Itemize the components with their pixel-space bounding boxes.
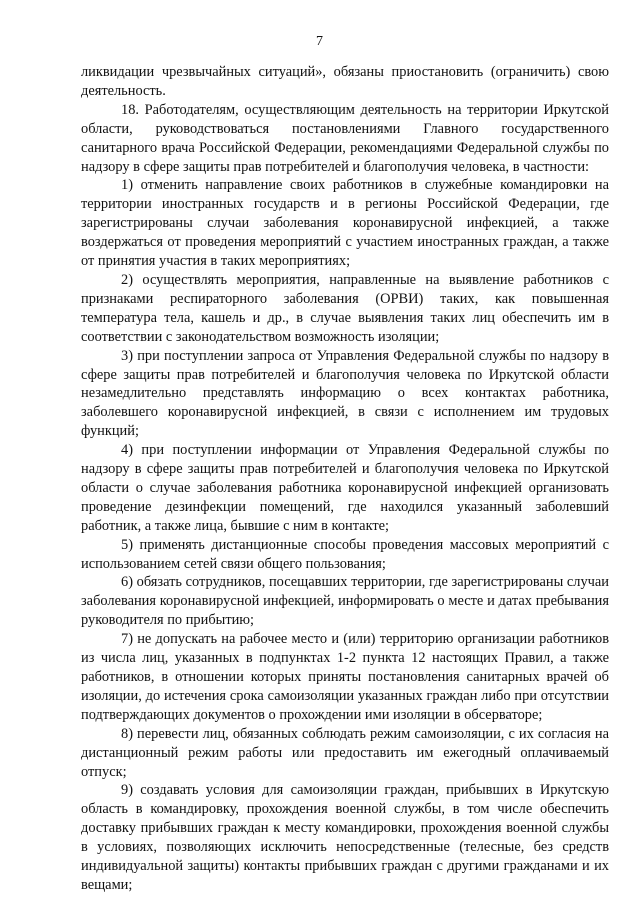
paragraph-subitem-2: 2) осуществлять мероприятия, направленные на выявление работников с признаками респираторного заболевания (ОРВИ) таких, как повышенная температура тела, кашель и др., в случае выявления таких лиц обеспечить им в соответствии с законодательством возможность изоляции; [81,271,609,345]
paragraph-continuation: ликвидации чрезвычайных ситуаций», обязаны приостановить (ограничить) свою деятельность. [81,64,609,99]
paragraph-subitem-7: 7) не допускать на рабочее место и (или) территорию организации работников из числа лиц, указанных в подпунктах 1-2 пункта 12 настоящих Правил, а также работников, в отношении которых приняты постановления санитарных врачей об изоляции, до истечения срока самоизоляции указанных граждан либо при отсутствии подтверждающих документов о прохождении ими изоляции в обсерваторе; [81,631,609,723]
paragraph-subitem-3: 3) при поступлении запроса от Управления Федеральной службы по надзору в сфере защиты прав потребителей и благополучия человека по Иркутской области незамедлительно представлять информацию о всех контактах работника, заболевшего коронавирусной инфекцией, в связи с исполнением им трудовых функций; [81,347,609,440]
paragraph-subitem-5: 5) применять дистанционные способы проведения массовых мероприятий с использованием сетей связи общего пользования; [81,536,609,572]
paragraph-item-18: 18. Работодателям, осуществляющим деятельность на территории Иркутской области, руководствоваться постановлениями Главного государственного санитарного врача Российской Федерации, рекомендациями Федеральной службы по надзору в сфере защиты прав потребителей и благополучия человека, в частности: [81,101,609,175]
document-body [81,63,609,895]
paragraph-subitem-1: 1) отменить направление своих работников в служебные командировки на территории иностранных государств и в регионы Российской Федерации, где зарегистрированы случаи заболевания коронавирусной инфекцией, а также воздержаться от проведения мероприятий с участием иностранных граждан, а также от принятия участия в таких мероприятиях; [81,177,609,270]
paragraph-subitem-4: 4) при поступлении информации от Управления Федеральной службы по надзору в сфере защиты прав потребителей и благополучия человека по Иркутской области о случае заболевания работника коронавирусной инфекцией организовать проведение дезинфекции помещений, где находился указанный заболевший работник, а также лица, бывшие с ним в контакте; [81,442,609,534]
paragraph-subitem-8: 8) перевести лиц, обязанных соблюдать режим самоизоляции, с их согласия на дистанционный режим работы или предоставить им ежегодный оплачиваемый отпуск; [81,725,609,780]
page-number: 7 [316,34,323,49]
paragraph-subitem-9: 9) создавать условия для самоизоляции граждан, прибывших в Иркутскую область в командировку, прохождения военной службы, в том числе обеспечить доставку прибывших граждан к месту командировки, прохождения военной службы в условиях, позволяющих исключить непосредственные (телесные, без средств индивидуальной защиты) контакты прибывших граждан с другими гражданами и их вещами; [81,782,609,893]
paragraph-subitem-6: 6) обязать сотрудников, посещавших территории, где зарегистрированы случаи заболевания коронавирусной инфекцией, информировать о месте и датах пребывания руководителя по прибытию; [81,574,609,629]
